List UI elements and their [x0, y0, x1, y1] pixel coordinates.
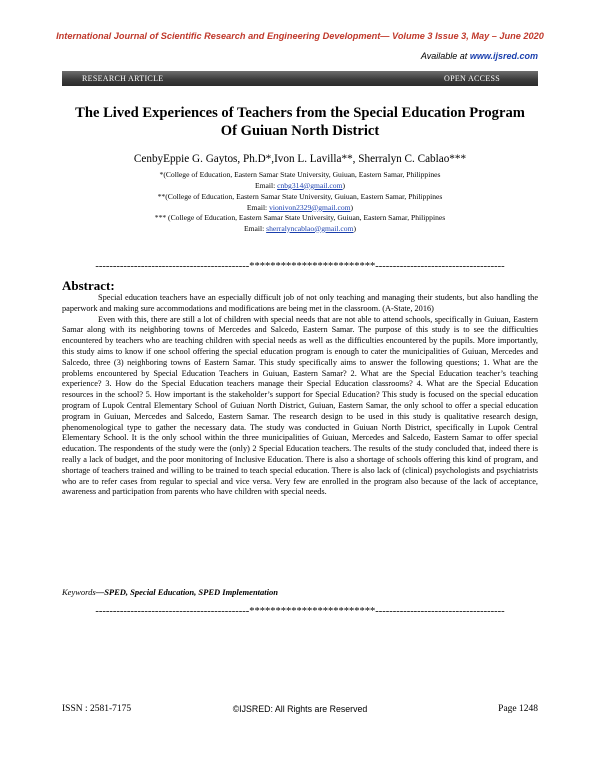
email-close: )	[350, 202, 354, 212]
affiliation-text: *** (College of Education, Eastern Samar State University, Guiuan, Eastern Samar, Philippines	[154, 213, 446, 222]
affiliation-text: **(College of Education, Eastern Samar State University, Guiuan, Eastern Samar, Philippines	[157, 192, 443, 201]
keywords-label: Keywords	[62, 587, 96, 597]
affiliation-email-line	[40, 181, 560, 192]
article-banner	[62, 71, 538, 86]
email-link[interactable]: cnbg314@gmail.com	[277, 180, 343, 190]
abstract-paragraph-1: Special education teachers have an especially difficult job of not only teaching and managing their students, but also handling the paperwork and making sure accommodations and modifications are being met in the classroom. (A-State, 2016)	[62, 293, 538, 313]
abstract-paragraph-2: Even with this, there are still a lot of children with special needs that are not able to attend schools, specifically in Guiuan, Eastern Samar along with its neighboring towns of Mercedes and Salcedo, Eastern Samar. The purpose of this study is to see the difficulties encountered by teachers who are teaching children with special needs as well as the difficulties encountered by the pupils. More importantly, this study aims to know if one school offering the special education program is enough to cater the municipalities of Guiuan, Mercedes and Salcedo, three (3) neighboring towns of Eastern Samar. This study specifically aims to answer the following questions; 1. What are the problems encountered by Special Education Teachers in Guiuan, Eastern Samar? 2. What are the Special Education teacher’s teaching experience? 3. How do the Special Education teachers manage their Special Education classrooms? 4. What are the Special Education resources in the school? 5. How important is the stakeholder’s support for Special Education? This study is focused on the special education program of Lupok Central Elementary School of Guiuan North District, Guiuan, Eastern Samar, the only school to offer a special education program in Guiuan, Mercedes and Salcedo, Eastern Samar. The research design to be used in this study is qualitative research design, phenomenological type to gather the necessary data. The study was conducted in Guiuan North District, specifically in Lupok Central Elementary School. It is the only school within the three municipalities of Guiuan, Mercedes and Salcedo, Eastern Samar to offer special education. The respondents of the study were the (only) 2 Special Education teachers. The results of the study concluded that, indeed there is really a lack of budget, and the poor monitoring of Inclusive Education. There is also a shortage of schools offering this kind of program, and shortage of teachers trained and willing to be trained to teach special education. There is also lack of (clinical) psychologists and psychiatrists who are to refer cases from regular to special and vice versa. Very few are enrolled in the program also because of the lack of acceptance, awareness and participation from parents who have children with special needs.	[62, 314, 538, 497]
email-close: )	[342, 180, 346, 190]
email-label: Email:	[243, 223, 265, 233]
title-line-2: Of Guiuan North District	[220, 123, 380, 139]
available-at	[421, 51, 538, 61]
available-prefix: Available at	[420, 51, 468, 61]
affiliation-text: *(College of Education, Eastern Samar State University, Guiuan, Eastern Samar, Philippines	[159, 170, 441, 179]
affiliation-2	[40, 192, 560, 213]
email-link[interactable]: vionivon2329@gmail.com	[269, 202, 351, 212]
footer-rights: ©IJSRED: All Rights are Reserved	[232, 704, 368, 714]
separator-bottom: --------------------------------------------************************-------------------------------------	[95, 606, 505, 617]
abstract-body	[62, 293, 538, 498]
email-close: )	[353, 223, 356, 233]
access-label: OPEN ACCESS	[444, 74, 500, 83]
email-label: Email:	[246, 202, 268, 212]
separator-top: --------------------------------------------************************-------------------------------------	[95, 261, 505, 272]
email-label: Email:	[254, 180, 276, 190]
affiliation-email-line	[40, 224, 560, 235]
affiliation-3	[40, 213, 560, 234]
journal-url-link[interactable]: www.ijsred.com	[469, 51, 538, 61]
abstract-heading: Abstract:	[62, 278, 115, 293]
footer-page-number: Page 1248	[498, 704, 538, 714]
affiliation-email-line	[40, 203, 560, 214]
article-type: RESEARCH ARTICLE	[82, 74, 164, 83]
keywords	[62, 587, 278, 597]
paper-title	[40, 104, 560, 140]
email-link[interactable]: sherralyncablao@gmail.com	[266, 223, 354, 233]
authors: CenbyEppie G. Gaytos, Ph.D*,Ivon L. Lavilla**, Sherralyn C. Cablao***	[133, 153, 467, 165]
title-line-1: The Lived Experiences of Teachers from the Special Education Program	[75, 105, 525, 121]
footer-issn: ISSN : 2581-7175	[62, 704, 132, 714]
affiliation-1	[40, 170, 560, 191]
keywords-list: —SPED, Special Education, SPED Implementation	[95, 587, 278, 597]
journal-header: International Journal of Scientific Research and Engineering Development— Volume 3 Issue 3, May – June 2020	[56, 31, 544, 41]
